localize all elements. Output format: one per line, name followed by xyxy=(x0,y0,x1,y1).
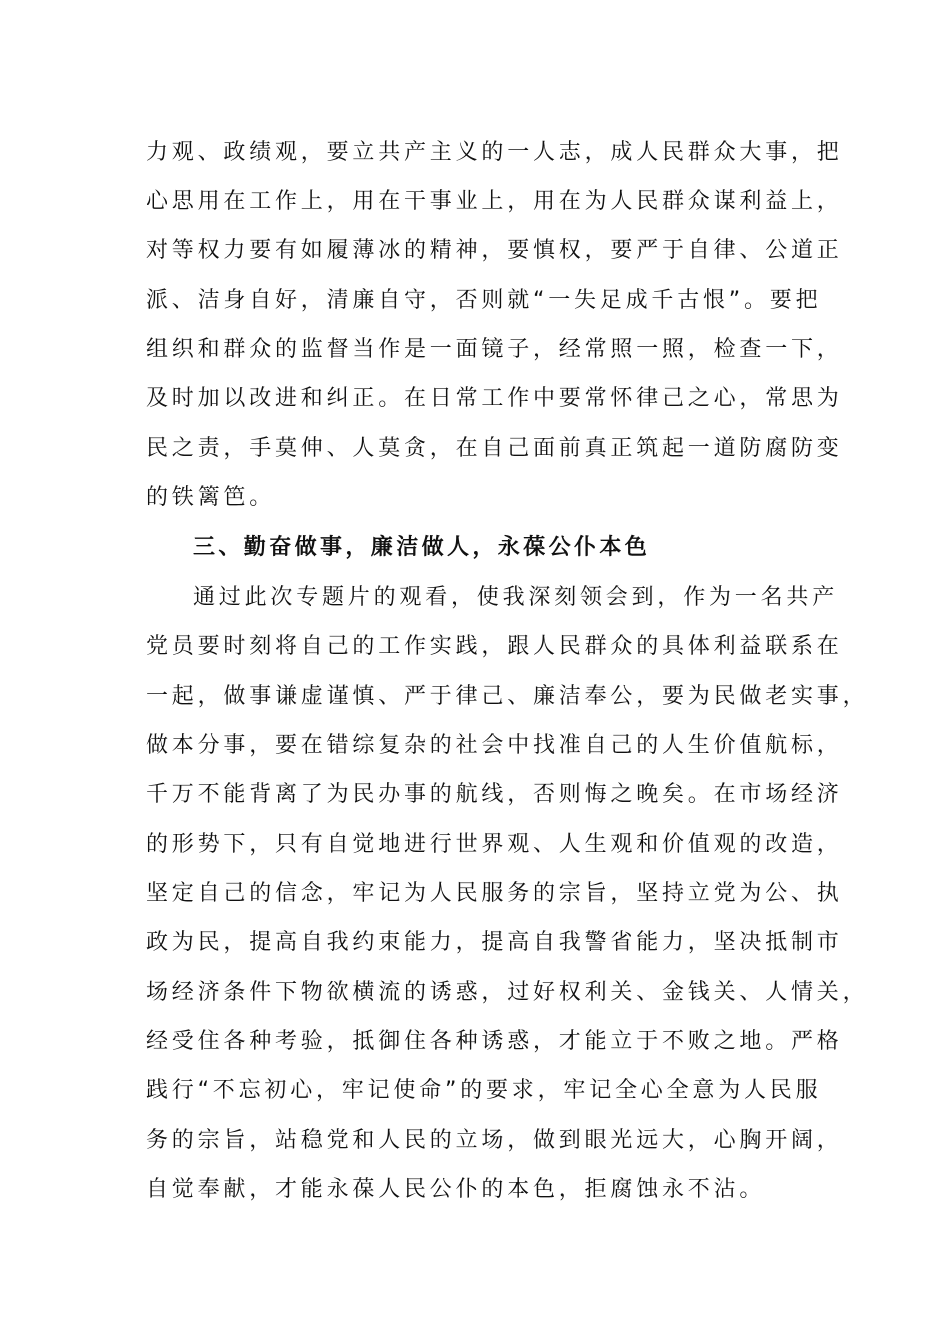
paragraph-line: 党员要时刻将自己的工作实践，跟人民群众的具体利益联系在 xyxy=(146,634,843,659)
paragraph-line: 通过此次专题片的观看，使我深刻领会到，作为一名共产 xyxy=(193,585,839,610)
paragraph-line: 千万不能背离了为民办事的航线，否则悔之晚矣。在市场经济 xyxy=(146,782,843,807)
paragraph-line: 一起，做事谦虚谨慎、严于律己、廉洁奉公，要为民做老实事， xyxy=(146,684,869,709)
paragraph-line: 组织和群众的监督当作是一面镜子，经常照一照，检查一下， xyxy=(146,337,843,362)
paragraph-line: 对等权力要有如履薄冰的精神，要慎权，要严于自律、公道正 xyxy=(146,238,843,263)
paragraph-line: 民之责，手莫伸、人莫贪，在自己面前真正筑起一道防腐防变 xyxy=(146,436,843,461)
paragraph-line: 做本分事，要在错综复杂的社会中找准自己的人生价值航标， xyxy=(146,733,843,758)
paragraph-line: 力观、政绩观，要立共产主义的一人志，成人民群众大事，把 xyxy=(146,140,843,165)
paragraph-line: 政为民，提高自我约束能力，提高自我警省能力，坚决抵制市 xyxy=(146,930,843,955)
paragraph-line: 经受住各种考验，抵御住各种诱惑，才能立于不败之地。严格 xyxy=(146,1029,843,1054)
paragraph-line: 心思用在工作上，用在干事业上，用在为人民群众谋利益上， xyxy=(146,189,843,214)
paragraph-line: 的铁篱笆。 xyxy=(146,485,276,510)
paragraph-line: 自觉奉献，才能永葆人民公仆的本色，拒腐蚀永不沾。 xyxy=(146,1177,766,1202)
paragraph-line: 场经济条件下物欲横流的诱惑，过好权利关、金钱关、人情关， xyxy=(146,980,869,1005)
paragraph-line: 务的宗旨，站稳党和人民的立场，做到眼光远大，心胸开阔， xyxy=(146,1128,843,1153)
paragraph-line: 践行“不忘初心，牢记使命”的要求，牢记全心全意为人民服 xyxy=(146,1078,822,1103)
paragraph-line: 及时加以改进和纠正。在日常工作中要常怀律己之心，常思为 xyxy=(146,386,843,411)
paragraph-line: 派、洁身自好，清廉自守，否则就“一失足成千古恨”。要把 xyxy=(146,288,822,313)
paragraph-line: 的形势下，只有自觉地进行世界观、人生观和价值观的改造， xyxy=(146,832,843,857)
paragraph-line: 坚定自己的信念，牢记为人民服务的宗旨，坚持立党为公、执 xyxy=(146,881,843,906)
section-heading: 三、勤奋做事，廉洁做人，永葆公仆本色 xyxy=(193,535,651,560)
